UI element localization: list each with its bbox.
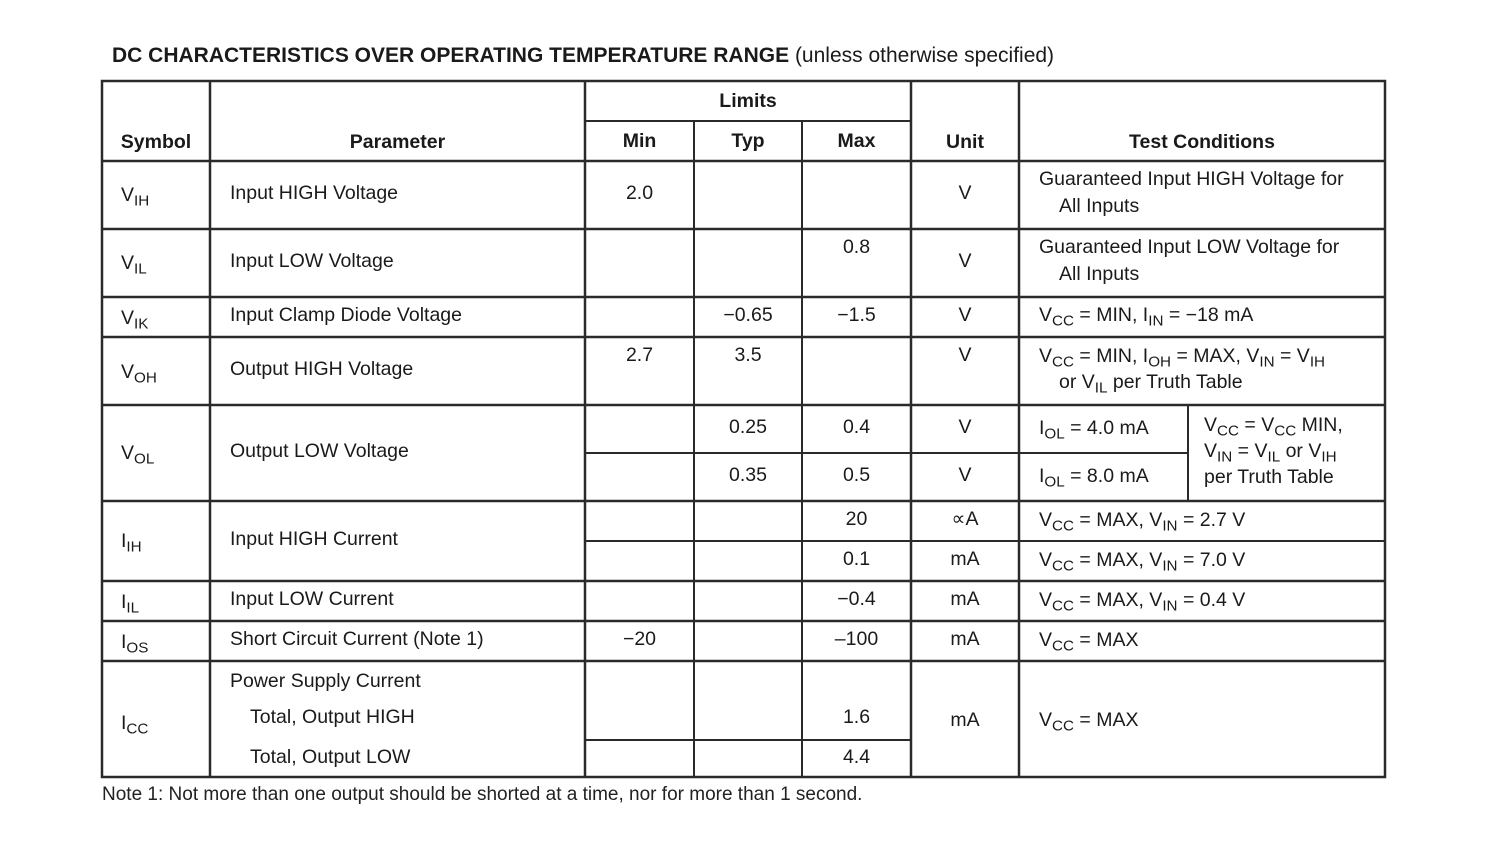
cond-vol-iol-2: $I_{OL} = 8.0$ mA <box>1039 465 1149 491</box>
cond-vol-shared-line2: $V_{IN} = V_{IL}$ or $V_{IH}$ <box>1204 440 1337 466</box>
typ-voh: 3.5 <box>734 344 762 366</box>
typ-vol-2: 0.35 <box>729 464 767 486</box>
header-test-conditions: Test Conditions <box>1129 131 1275 153</box>
unit-vil: V <box>958 250 972 272</box>
max-ios: –100 <box>834 628 879 650</box>
unit-vol-2: V <box>958 464 972 486</box>
cond-vol-shared-line1: $V_{CC} = V_{CC}$ MIN, <box>1204 414 1343 440</box>
unit-vol-1: V <box>958 416 972 438</box>
max-iil: −0.4 <box>837 588 876 610</box>
cond-vol-shared-line3: per Truth Table <box>1204 466 1334 488</box>
unit-icc: mA <box>950 709 980 731</box>
max-icc-2: 4.4 <box>842 746 871 768</box>
cond-ios: $V_{CC}$ = MAX <box>1039 629 1139 655</box>
unit-iih-1: ∝A <box>951 508 979 530</box>
footnote: Note 1: Not more than one output should be shorted at a time, nor for more than 1 second. <box>102 784 863 805</box>
unit-vih: V <box>958 182 972 204</box>
table-title <box>112 44 1054 68</box>
max-vol-1: 0.4 <box>842 416 871 438</box>
cond-icc: $V_{CC}$ = MAX <box>1039 709 1139 735</box>
symbol-ios: $I_{OS}$ <box>121 631 149 657</box>
cond-vol-iol-1: $I_{OL} = 4.0$ mA <box>1039 417 1149 443</box>
typ-vik: −0.65 <box>723 304 773 326</box>
title-qualifier: (unless otherwise specified) <box>794 44 1055 67</box>
unit-iil: mA <box>950 588 980 610</box>
symbol-voh: $V_{OH}$ <box>121 361 157 387</box>
max-vol-2: 0.5 <box>842 464 871 486</box>
header-min: Min <box>622 130 657 152</box>
unit-ios: mA <box>950 628 980 650</box>
min-vih: 2.0 <box>625 182 654 204</box>
min-ios: −20 <box>622 628 657 650</box>
header-typ: Typ <box>731 130 765 152</box>
cond-vil-line2: All Inputs <box>1059 263 1140 285</box>
cond-vih-line2: All Inputs <box>1059 195 1140 217</box>
param-icc-sub2: Total, Output LOW <box>250 746 411 768</box>
symbol-iil: $I_{IL}$ <box>121 591 140 617</box>
symbol-vol: $V_{OL}$ <box>121 442 155 468</box>
param-iih: Input HIGH Current <box>230 528 398 550</box>
param-vol: Output LOW Voltage <box>230 440 409 462</box>
param-vih: Input HIGH Voltage <box>230 182 399 204</box>
cond-iih-2: $V_{CC}$ = MAX, $V_{IN} = 7.0$ V <box>1039 549 1246 575</box>
param-icc-sub1: Total, Output HIGH <box>250 706 415 728</box>
header-parameter: Parameter <box>349 131 446 153</box>
min-voh: 2.7 <box>625 344 654 366</box>
param-vik: Input Clamp Diode Voltage <box>230 304 462 326</box>
title-bold: DC CHARACTERISTICS OVER OPERATING TEMPERATURE RANGE <box>112 44 790 67</box>
symbol-vik: $V_{IK}$ <box>121 307 149 333</box>
max-iih-1: 20 <box>845 508 868 530</box>
max-icc-1: 1.6 <box>842 706 871 728</box>
header-symbol: Symbol <box>120 131 192 153</box>
symbol-icc: $I_{CC}$ <box>121 712 149 738</box>
symbol-iih: $I_{IH}$ <box>121 530 142 556</box>
param-iil: Input LOW Current <box>230 588 394 610</box>
cond-voh-line2: or $V_{IL}$ per Truth Table <box>1059 371 1243 397</box>
param-icc: Power Supply Current <box>230 670 421 692</box>
cond-iih-1: $V_{CC}$ = MAX, $V_{IN} = 2.7$ V <box>1039 509 1246 535</box>
param-vil: Input LOW Voltage <box>230 250 394 272</box>
typ-vol-1: 0.25 <box>729 416 767 438</box>
unit-voh: V <box>958 344 972 366</box>
header-unit: Unit <box>946 131 984 153</box>
max-vil: 0.8 <box>842 236 871 258</box>
param-ios: Short Circuit Current (Note 1) <box>230 628 484 650</box>
unit-vik: V <box>958 304 972 326</box>
max-iih-2: 0.1 <box>842 548 871 570</box>
cond-iil: $V_{CC}$ = MAX, $V_{IN} = 0.4$ V <box>1039 589 1246 615</box>
unit-iih-2: mA <box>950 548 980 570</box>
header-limits: Limits <box>719 90 777 112</box>
symbol-vil: $V_{IL}$ <box>121 252 147 278</box>
param-voh: Output HIGH Voltage <box>230 358 414 380</box>
cond-voh-line1: $V_{CC}$ = MIN, $I_{OH}$ = MAX, $V_{IN} = V_{IH}$ <box>1039 345 1326 371</box>
cond-vil-line1: Guaranteed Input LOW Voltage for <box>1039 236 1340 258</box>
symbol-vih: $V_{IH}$ <box>121 184 150 210</box>
header-max: Max <box>837 130 876 152</box>
max-vik: −1.5 <box>837 304 876 326</box>
cond-vik: $V_{CC}$ = MIN, $I_{IN} = -18$ mA <box>1039 304 1254 330</box>
cond-vih-line1: Guaranteed Input HIGH Voltage for <box>1039 168 1344 190</box>
